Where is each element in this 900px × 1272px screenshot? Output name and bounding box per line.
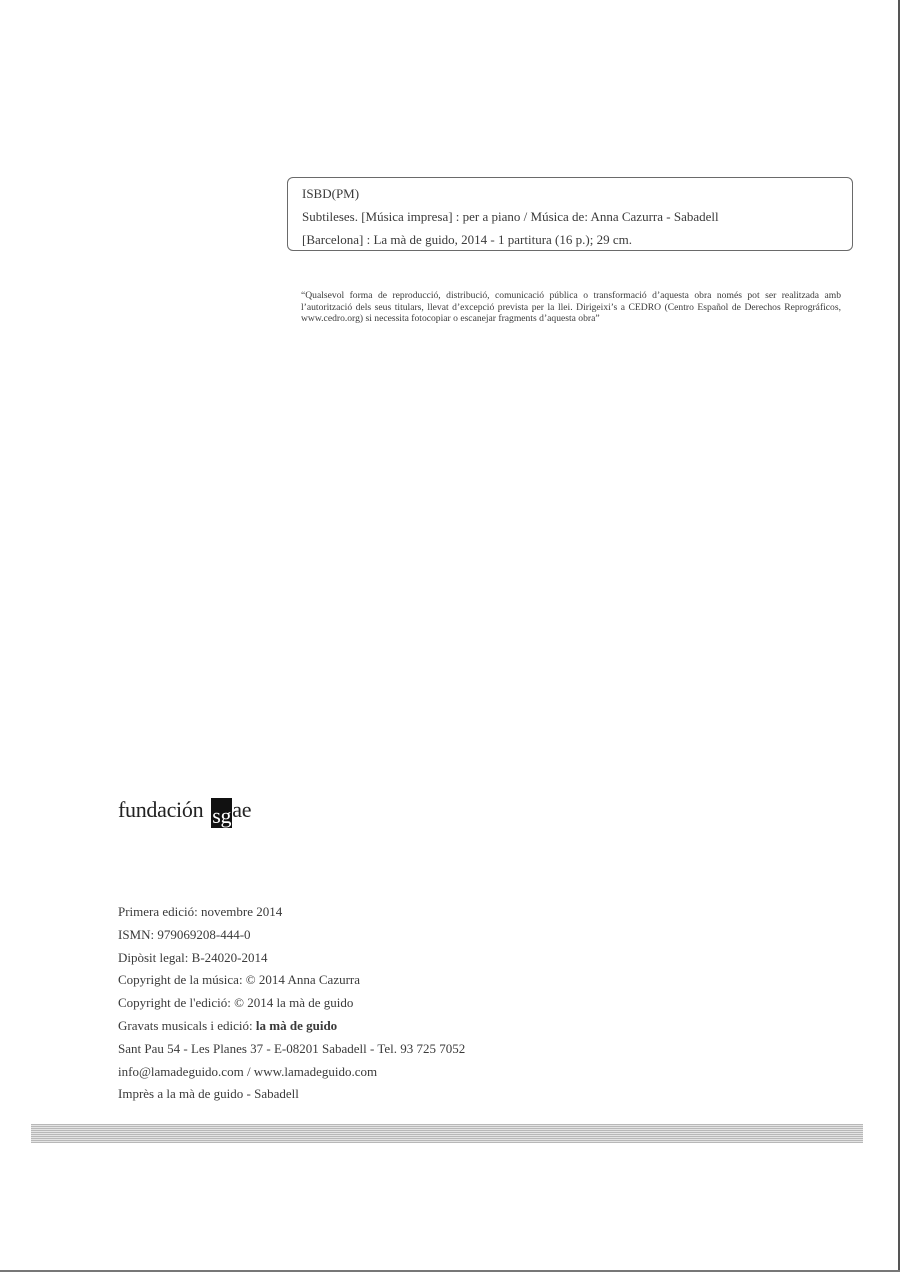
engraving-label: Gravats musicals i edició: (118, 1017, 256, 1033)
isbd-title-line: Subtileses. [Música impresa] : per a piano / Música de: Anna Cazurra - Sabadell (302, 209, 719, 224)
music-copyright: Copyright de la música: © 2014 Anna Cazurra (118, 972, 361, 988)
decorative-rule-band (31, 1124, 863, 1143)
publisher-contact: info@lamadeguido.com / www.lamadeguido.com (118, 1063, 378, 1079)
legal-deposit: Dipòsit legal: B-24020-2014 (118, 949, 268, 965)
engraving-credit (118, 1015, 465, 1038)
edition-copyright: Copyright de l'edició: © 2014 la mà de guido (118, 995, 354, 1011)
printed-by: Imprès a la mà de guido - Sabadell (118, 1086, 299, 1102)
publisher-address: Sant Pau 54 - Les Planes 37 - E-08201 Sabadell - Tel. 93 725 7052 (118, 1040, 466, 1056)
ismn: ISMN: 979069208-444-0 (118, 926, 251, 942)
colophon (118, 901, 465, 1106)
logo-rest-letters: ae (232, 797, 252, 822)
first-edition: Primera edició: novembre 2014 (118, 904, 283, 919)
fundacion-sgae-logo (118, 792, 252, 828)
copyright-notice: “Qualsevol forma de reproducció, distribució, comunicació pública o transformació d’aquesta obra només pot ser realitzada amb l’autorització dels seus titulars, llevat d’excepció prevista per la llei. Dirigeixi’s a CEDRO (Centro Español de Derechos Reprográficos, www.cedro.org) si necessita fotocopiar o escanejar fragments d’aquesta obra” (301, 290, 841, 324)
engraving-name: la mà de guido (255, 1017, 338, 1033)
isbd-publication-line: [Barcelona] : La mà de guido, 2014 - 1 partitura (16 p.); 29 cm. (302, 232, 632, 247)
logo-box-letters: sg (211, 798, 232, 828)
logo-word: fundación (118, 797, 204, 822)
isbd-record-box (287, 177, 853, 251)
isbd-heading: ISBD(PM) (302, 186, 360, 201)
